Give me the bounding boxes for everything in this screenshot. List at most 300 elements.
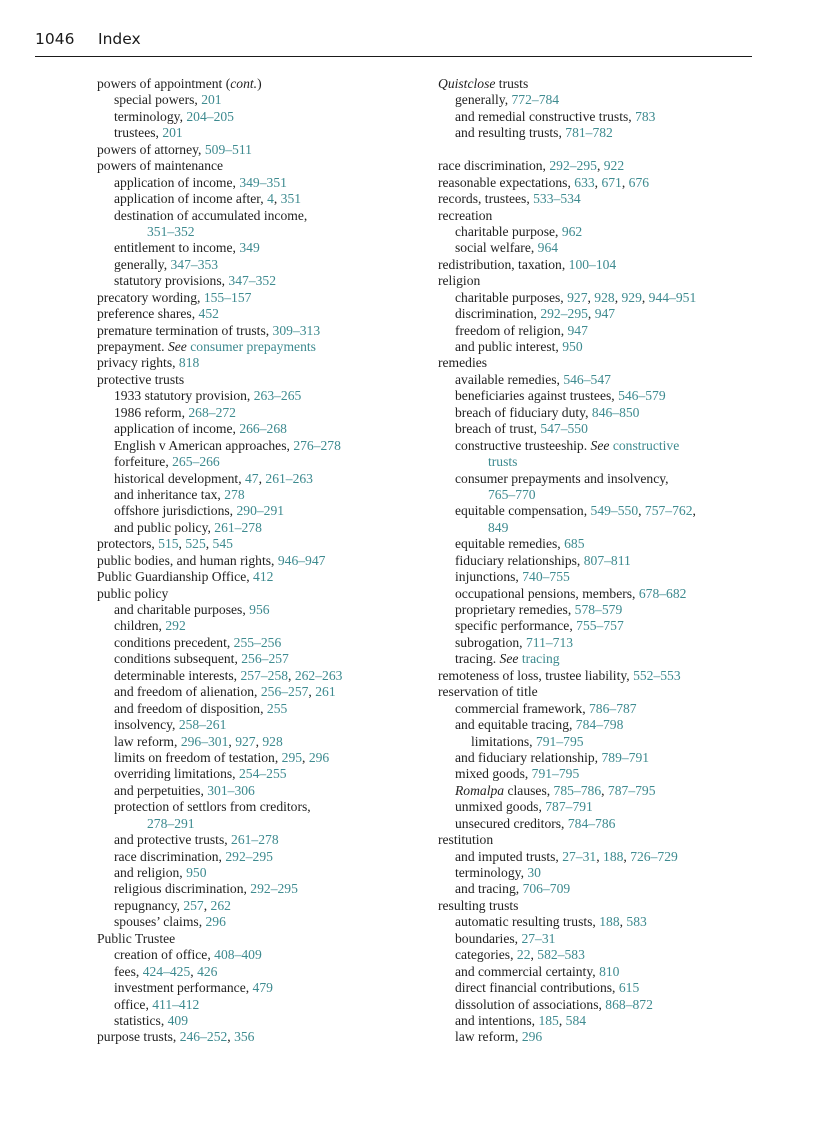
page-reference-link[interactable]: 922 xyxy=(603,158,625,174)
page-reference-link[interactable]: 301–306 xyxy=(207,782,255,798)
page-reference-link[interactable]: 256–257 xyxy=(241,651,289,667)
entry-text: historical development, xyxy=(114,470,245,486)
page-reference-link[interactable]: tracing xyxy=(521,651,560,667)
index-subentry xyxy=(97,783,417,799)
entry-text: consumer prepayments and insolvency, xyxy=(455,470,669,486)
index-heading xyxy=(438,175,768,191)
index-subentry xyxy=(97,273,417,289)
entry-text: reservation of title xyxy=(438,684,538,700)
entry-text: and equitable tracing, xyxy=(455,717,576,733)
index-subentry xyxy=(97,701,417,717)
page-reference-link[interactable]: 292 xyxy=(165,618,186,634)
entry-text: Public Guardianship Office, xyxy=(97,569,254,585)
page-reference-link[interactable]: 547–550 xyxy=(540,421,588,437)
page-reference-link[interactable]: 583 xyxy=(626,914,647,930)
page-reference-link[interactable]: 265–266 xyxy=(172,454,220,470)
page-reference-link[interactable]: 351 xyxy=(280,191,302,207)
entry-text: equitable compensation, xyxy=(455,503,591,519)
index-subentry xyxy=(97,997,417,1013)
page-reference-link[interactable]: 546–547 xyxy=(563,371,611,387)
entry-text: proprietary remedies, xyxy=(455,602,575,617)
page-reference-link[interactable]: 309–313 xyxy=(272,322,321,338)
page-reference-link[interactable]: 950 xyxy=(186,865,207,880)
entry-text: insolvency, xyxy=(114,717,179,733)
page-reference-link[interactable]: 783 xyxy=(635,108,656,124)
page-reference-link[interactable]: 787–795 xyxy=(607,782,656,798)
index-subentry xyxy=(438,553,768,569)
page-reference-link[interactable]: 772–784 xyxy=(511,92,560,108)
entry-text: and imputed trusts, xyxy=(455,848,563,864)
page-reference-link[interactable]: 201 xyxy=(201,92,222,108)
page-reference-link[interactable]: 356 xyxy=(234,1029,255,1045)
page-reference-link[interactable]: 292–295 xyxy=(250,881,298,897)
page-reference-link[interactable]: consumer prepayments xyxy=(190,339,316,354)
page-reference-link[interactable]: 290–291 xyxy=(236,503,285,519)
index-subentry xyxy=(438,240,768,256)
page-reference-link[interactable]: 578–579 xyxy=(574,602,623,617)
index-subentry xyxy=(97,388,417,404)
entry-text: , xyxy=(308,684,316,700)
entry-text: public policy xyxy=(97,585,169,601)
index-subentry xyxy=(97,191,417,207)
page-reference-link[interactable]: 412 xyxy=(253,569,274,585)
index-subentry xyxy=(97,405,417,421)
page-reference-link[interactable]: 791–795 xyxy=(535,733,584,749)
entry-text: injunctions, xyxy=(455,569,523,585)
page-reference-link[interactable]: 964 xyxy=(537,240,559,256)
index-heading xyxy=(97,290,417,306)
index-subentry xyxy=(438,421,768,437)
page-reference-link[interactable]: 408–409 xyxy=(214,947,262,963)
entry-text: freedom of religion, xyxy=(455,322,568,338)
page-reference-link[interactable]: 261 xyxy=(315,684,336,700)
page-reference-link[interactable]: 807–811 xyxy=(583,552,631,568)
entry-text: commercial framework, xyxy=(455,700,589,716)
entry-text: occupational pensions, members, xyxy=(455,585,639,601)
page-reference-link[interactable]: 262 xyxy=(210,897,231,913)
entry-text: , xyxy=(558,1012,566,1028)
page-reference-link[interactable]: 201 xyxy=(162,125,183,141)
index-subentry xyxy=(438,471,768,487)
page-reference-link[interactable]: 633 xyxy=(574,174,595,190)
entry-text: and freedom of alienation, xyxy=(114,684,261,700)
entry-text: , xyxy=(302,749,309,765)
entry-text: See xyxy=(167,339,187,354)
page-reference-link[interactable]: 789–791 xyxy=(601,749,650,765)
entry-text: remedies xyxy=(438,355,488,371)
page-reference-link[interactable]: 278–291 xyxy=(147,815,195,831)
entry-spacer xyxy=(438,142,768,158)
entry-text: constructive trusteeship. xyxy=(455,437,591,453)
page-reference-link[interactable]: 552–553 xyxy=(633,667,681,683)
page-reference-link[interactable]: 927 xyxy=(567,289,588,305)
page-reference-link[interactable]: 765–770 xyxy=(488,486,536,502)
entry-text: and commercial certainty, xyxy=(455,963,600,979)
entry-text: unmixed goods, xyxy=(455,799,546,815)
index-heading xyxy=(97,569,417,585)
entry-text: records, trustees, xyxy=(438,191,534,207)
page-reference-link[interactable]: 868–872 xyxy=(605,996,653,1012)
entry-text: race discrimination, xyxy=(114,848,226,864)
page-reference-link[interactable]: 582–583 xyxy=(537,947,585,963)
index-subentry xyxy=(438,783,768,799)
entry-text: religious discrimination, xyxy=(114,881,251,897)
page-reference-link[interactable]: 254–255 xyxy=(238,766,287,782)
entry-text: powers of maintenance xyxy=(97,158,224,174)
entry-text: limitations, xyxy=(471,733,536,749)
index-subentry xyxy=(97,224,417,240)
index-heading xyxy=(97,931,417,947)
index-subentry xyxy=(438,799,768,815)
entry-text: conditions subsequent, xyxy=(114,651,242,667)
index-subentry xyxy=(438,635,768,651)
entry-text: premature termination of trusts, xyxy=(97,322,273,338)
entry-text: boundaries, xyxy=(455,930,522,946)
page-reference-link[interactable]: 255–256 xyxy=(233,634,282,650)
index-subentry xyxy=(97,438,417,454)
entry-text: , xyxy=(190,963,198,979)
index-subentry xyxy=(97,651,417,667)
page-reference-link[interactable]: 678–682 xyxy=(638,585,687,601)
index-subentry xyxy=(438,931,768,947)
page-reference-link[interactable]: 261–278 xyxy=(231,832,279,848)
page-reference-link[interactable]: 22 xyxy=(516,947,531,963)
page-reference-link[interactable]: 781–782 xyxy=(565,125,613,141)
entry-text: protectors, xyxy=(97,536,159,552)
index-subentry xyxy=(97,799,417,815)
index-subentry xyxy=(438,290,768,306)
entry-text: direct financial contributions, xyxy=(455,980,619,996)
page-reference-link[interactable]: 292–295 xyxy=(540,306,588,322)
page-reference-link[interactable]: 545 xyxy=(212,536,233,552)
entry-text: terminology, xyxy=(455,865,528,880)
page-reference-link[interactable]: 296–301 xyxy=(180,733,229,749)
entry-text: Public Trustee xyxy=(97,930,176,946)
entry-text: English v American approaches, xyxy=(114,437,294,453)
page-reference-link[interactable]: 292–295 xyxy=(225,848,273,864)
page-reference-link[interactable]: 255 xyxy=(266,700,288,716)
page-reference-link[interactable]: 726–729 xyxy=(630,848,678,864)
index-subentry xyxy=(438,914,768,930)
entry-text: conditions precedent, xyxy=(114,634,234,650)
entry-text: , xyxy=(638,503,645,519)
index-subentry xyxy=(97,750,417,766)
page-reference-link[interactable]: 849 xyxy=(488,519,509,535)
running-header xyxy=(35,28,752,57)
page-reference-link[interactable]: 818 xyxy=(178,355,200,371)
entry-text: fees, xyxy=(114,963,143,979)
index-subentry xyxy=(438,980,768,996)
page-reference-link[interactable]: 349 xyxy=(239,240,260,256)
entry-text: statistics, xyxy=(114,1012,168,1028)
entry-text: application of income, xyxy=(114,174,240,190)
index-column-left xyxy=(97,76,417,1046)
page-reference-link[interactable]: 263–265 xyxy=(253,388,302,404)
page-reference-link[interactable]: 787–791 xyxy=(545,799,593,815)
page-reference-link[interactable]: 755–757 xyxy=(576,618,624,634)
page-reference-link[interactable]: 549–550 xyxy=(590,503,639,519)
page-reference-link[interactable]: 47 xyxy=(245,470,259,486)
index-subentry xyxy=(97,175,417,191)
entry-text: and tracing, xyxy=(455,881,523,897)
index-subentry xyxy=(438,569,768,585)
page-reference-link[interactable]: 296 xyxy=(205,914,226,930)
entry-text: remoteness of loss, trustee liability, xyxy=(438,667,634,683)
index-subentry xyxy=(438,602,768,618)
entry-text: , xyxy=(692,503,696,519)
entry-text: 1933 statutory provision, xyxy=(114,388,254,404)
entry-text: generally, xyxy=(455,92,512,108)
entry-text: discrimination, xyxy=(455,306,541,322)
page-reference-link[interactable]: 928 xyxy=(262,733,283,749)
page-reference-link[interactable]: 246–252 xyxy=(179,1029,228,1045)
page-reference-link[interactable]: 947 xyxy=(567,322,588,338)
page-reference-link[interactable]: 479 xyxy=(252,980,273,996)
index-subentry xyxy=(438,536,768,552)
index-subentry xyxy=(438,1029,768,1045)
index-heading xyxy=(97,372,417,388)
index-subentry xyxy=(438,503,768,519)
page-reference-link[interactable]: 257–258 xyxy=(240,667,289,683)
entry-text: entitlement to income, xyxy=(114,240,240,256)
page-reference-link[interactable]: 295 xyxy=(281,749,303,765)
entry-text: public bodies, and human rights, xyxy=(97,552,278,568)
page-reference-link[interactable]: 452 xyxy=(198,306,219,322)
index-subentry xyxy=(97,816,417,832)
entry-text: and fiduciary relationship, xyxy=(455,749,602,765)
entry-text: Quistclose xyxy=(438,76,496,91)
page-reference-link[interactable]: 706–709 xyxy=(522,881,571,897)
page-reference-link[interactable]: 262–263 xyxy=(294,667,343,683)
page-reference-link[interactable]: 424–425 xyxy=(142,963,191,979)
index-subentry xyxy=(97,454,417,470)
page-reference-link[interactable]: 349–351 xyxy=(239,174,287,190)
index-subentry xyxy=(438,701,768,717)
page-reference-link[interactable]: 4 xyxy=(267,191,274,207)
index-subentry xyxy=(438,92,768,108)
page-reference-link[interactable]: 509–511 xyxy=(204,141,252,157)
page-reference-link[interactable]: 615 xyxy=(618,980,640,996)
index-heading xyxy=(97,553,417,569)
entry-text: , xyxy=(227,1029,235,1045)
index-subentry xyxy=(438,125,768,141)
page-reference-link[interactable]: 784–786 xyxy=(567,815,616,831)
entry-text: privacy rights, xyxy=(97,355,179,371)
entry-text: automatic resulting trusts, xyxy=(455,914,600,930)
page-reference-link[interactable]: 261–263 xyxy=(265,470,313,486)
page-reference-link[interactable]: 256–257 xyxy=(260,684,309,700)
entry-text: powers of appointment ( xyxy=(97,76,231,91)
page-reference-link[interactable]: 740–755 xyxy=(522,569,570,585)
index-subentry xyxy=(97,865,417,881)
entry-text: protective trusts xyxy=(97,371,185,387)
entry-text: destination of accumulated income, xyxy=(114,207,308,223)
entry-text: protection of settlors from creditors, xyxy=(114,799,311,815)
page-reference-link[interactable]: constructive xyxy=(612,437,680,453)
page-number: 1046 xyxy=(35,30,75,48)
page-reference-link[interactable]: 757–762 xyxy=(644,503,693,519)
index-subentry xyxy=(438,717,768,733)
page-reference-link[interactable]: 268–272 xyxy=(188,404,236,420)
index-subentry xyxy=(438,487,768,503)
page-reference-link[interactable]: 292–295 xyxy=(549,158,597,174)
index-subentry xyxy=(438,881,768,897)
page-reference-link[interactable]: 409 xyxy=(167,1012,189,1028)
entry-text: , xyxy=(255,733,263,749)
entry-text: and protective trusts, xyxy=(114,832,232,848)
page-reference-link[interactable]: 411–412 xyxy=(152,996,200,1012)
page-reference-link[interactable]: 546–579 xyxy=(618,388,666,404)
entry-text: ) xyxy=(257,76,262,91)
index-heading xyxy=(438,257,768,273)
page-reference-link[interactable]: 185 xyxy=(538,1012,559,1028)
index-subentry xyxy=(438,964,768,980)
page-reference-link[interactable]: 426 xyxy=(197,963,218,979)
entry-text: clauses, xyxy=(504,782,554,798)
index-subentry xyxy=(438,618,768,634)
page-reference-link[interactable]: 296 xyxy=(308,749,330,765)
entry-text: powers of attorney, xyxy=(97,141,205,157)
page-reference-link[interactable]: 27–31 xyxy=(521,930,556,946)
page-reference-link[interactable]: 785–786 xyxy=(553,782,602,798)
page-reference-link[interactable]: 791–795 xyxy=(531,766,580,782)
page-reference-link[interactable]: 929 xyxy=(621,289,642,305)
page-reference-link[interactable]: 810 xyxy=(599,963,620,979)
entry-text: and public policy, xyxy=(114,519,215,535)
page-reference-link[interactable]: 525 xyxy=(185,536,206,552)
page-reference-link[interactable]: trusts xyxy=(488,454,518,470)
entry-text: and perpetuities, xyxy=(114,782,208,798)
page-reference-link[interactable]: 188 xyxy=(603,848,624,864)
page-reference-link[interactable]: 962 xyxy=(561,223,583,239)
page-reference-link[interactable]: 671 xyxy=(601,174,622,190)
index-subentry xyxy=(438,766,768,782)
page-reference-link[interactable]: 515 xyxy=(158,536,179,552)
index-subentry xyxy=(438,405,768,421)
page-reference-link[interactable]: 676 xyxy=(628,174,650,190)
page-reference-link[interactable]: 944–951 xyxy=(648,289,697,305)
index-heading xyxy=(97,158,417,174)
index-heading xyxy=(438,273,768,289)
index-subentry xyxy=(97,602,417,618)
entry-text: and public interest, xyxy=(455,339,563,354)
entry-text: , xyxy=(596,848,604,864)
index-subentry xyxy=(97,898,417,914)
index-subentry xyxy=(97,849,417,865)
page-reference-link[interactable]: 928 xyxy=(594,289,615,305)
page-reference-link[interactable]: 927 xyxy=(235,733,256,749)
entry-text: , xyxy=(621,174,629,190)
page-reference-link[interactable]: 204–205 xyxy=(186,108,234,124)
page-reference-link[interactable]: 947 xyxy=(594,306,616,322)
page-reference-link[interactable]: 27–31 xyxy=(562,848,597,864)
entry-text: limits on freedom of testation, xyxy=(114,749,282,765)
entry-text: fiduciary relationships, xyxy=(455,552,584,568)
entry-text: breach of trust, xyxy=(455,421,541,437)
index-subentry xyxy=(97,240,417,256)
entry-text: and resulting trusts, xyxy=(455,125,566,141)
entry-text: , xyxy=(205,536,213,552)
page-reference-link[interactable]: 155–157 xyxy=(203,289,252,305)
page-reference-link[interactable]: 266–268 xyxy=(239,421,287,437)
page-reference-link[interactable]: 347–352 xyxy=(228,273,276,289)
entry-text: application of income after, xyxy=(114,191,268,207)
page-reference-link[interactable]: 685 xyxy=(564,536,585,552)
entry-text: , xyxy=(203,897,211,913)
entry-text: children, xyxy=(114,618,166,634)
index-subentry xyxy=(97,257,417,273)
entry-text: , xyxy=(587,289,595,305)
page-reference-link[interactable]: 784–798 xyxy=(575,717,624,733)
page-reference-link[interactable]: 533–534 xyxy=(533,191,581,207)
index-subentry xyxy=(97,635,417,651)
entry-text: available remedies, xyxy=(455,371,564,387)
index-subentry xyxy=(97,947,417,963)
page-reference-link[interactable]: 276–278 xyxy=(293,437,341,453)
page-reference-link[interactable]: 711–713 xyxy=(525,634,574,650)
page-reference-link[interactable]: 946–947 xyxy=(277,552,326,568)
index-subentry xyxy=(438,586,768,602)
page-reference-link[interactable]: 950 xyxy=(562,339,583,354)
index-subentry xyxy=(97,503,417,519)
index-subentry xyxy=(438,224,768,240)
entry-text: , xyxy=(178,536,186,552)
index-heading xyxy=(438,668,768,684)
entry-text: trustees, xyxy=(114,125,163,141)
entry-text: , xyxy=(587,306,595,322)
entry-text: specific performance, xyxy=(455,618,577,634)
entry-text: creation of office, xyxy=(114,947,215,963)
page-reference-link[interactable]: 257 xyxy=(183,897,204,913)
entry-text: law reform, xyxy=(114,733,181,749)
entry-text: and charitable purposes, xyxy=(114,602,250,617)
page-reference-link[interactable]: 258–261 xyxy=(178,717,227,733)
index-heading xyxy=(438,898,768,914)
page-reference-link[interactable]: 296 xyxy=(521,1029,543,1045)
index-subentry xyxy=(438,997,768,1013)
index-subentry xyxy=(97,914,417,930)
index-subentry xyxy=(438,109,768,125)
entry-text: religion xyxy=(438,273,481,289)
entry-text: recreation xyxy=(438,207,493,223)
page-reference-link[interactable]: 351–352 xyxy=(147,223,195,239)
index-subentry xyxy=(97,766,417,782)
entry-text: resulting trusts xyxy=(438,897,519,913)
entry-text: , xyxy=(273,191,281,207)
entry-text: and freedom of disposition, xyxy=(114,700,267,716)
index-subentry xyxy=(97,734,417,750)
entry-text: , xyxy=(228,733,236,749)
page-reference-link[interactable]: 956 xyxy=(249,602,270,617)
entry-text: unsecured creditors, xyxy=(455,815,568,831)
entry-text: social welfare, xyxy=(455,240,538,256)
page-reference-link[interactable]: 584 xyxy=(565,1012,587,1028)
entry-text: spouses’ claims, xyxy=(114,914,206,930)
entry-text: , xyxy=(288,667,295,683)
page-reference-link[interactable]: 30 xyxy=(527,865,541,880)
index-subentry xyxy=(97,618,417,634)
page-reference-link[interactable]: 786–787 xyxy=(589,700,637,716)
entry-text: breach of fiduciary duty, xyxy=(455,404,592,420)
page-reference-link[interactable]: 261–278 xyxy=(214,519,262,535)
index-heading xyxy=(97,306,417,322)
entry-text: prepayment. xyxy=(97,339,168,354)
page-reference-link[interactable]: 100–104 xyxy=(568,256,617,272)
page-reference-link[interactable]: 846–850 xyxy=(591,404,640,420)
page-reference-link[interactable]: 278 xyxy=(224,486,245,502)
page-reference-link[interactable]: 188 xyxy=(599,914,620,930)
page-reference-link[interactable]: 347–353 xyxy=(170,256,219,272)
